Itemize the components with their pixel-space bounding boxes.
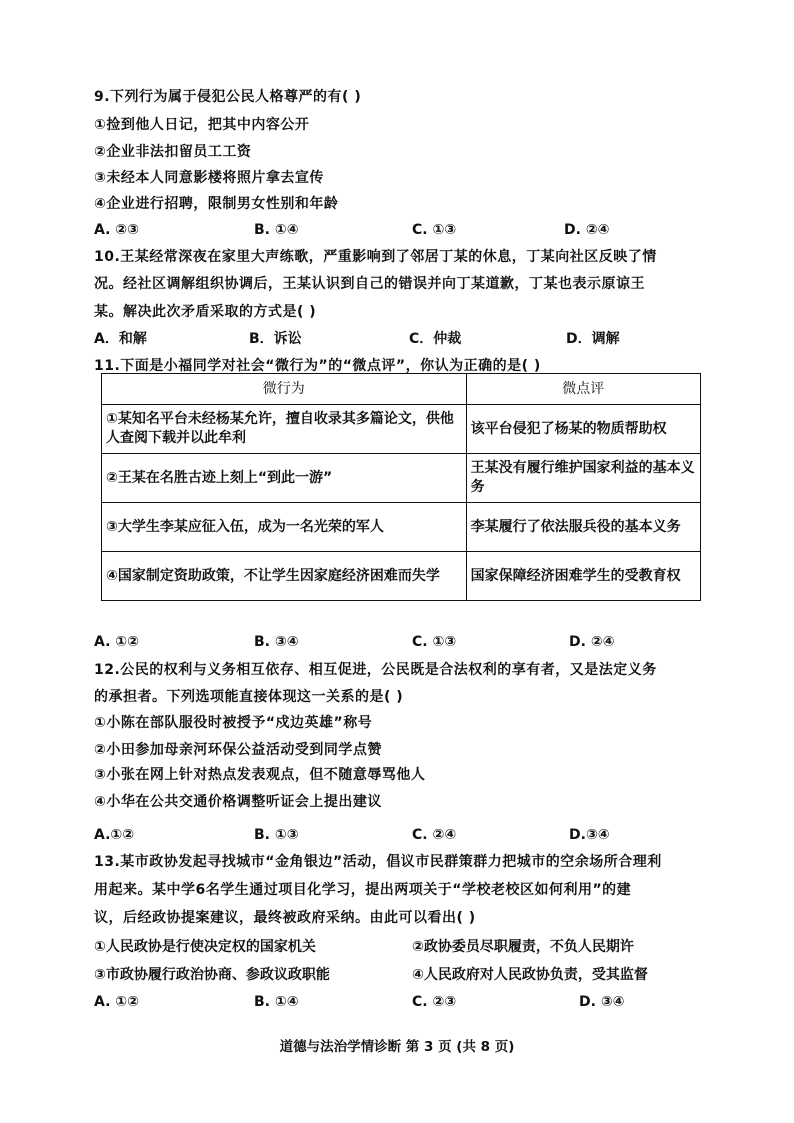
q11-stem: 11.下面是小福同学对社会“微行为”的“微点评”，你认为正确的是( ) bbox=[94, 358, 541, 374]
q11-table bbox=[101, 373, 701, 601]
table-cell: 国家保障经济困难学生的受教育权 bbox=[466, 552, 700, 601]
q13-option-a: A. ①② bbox=[94, 994, 139, 1010]
q13-item-1: ①人民政协是行使决定权的国家机关 bbox=[94, 939, 316, 955]
q12-option-d: D.③④ bbox=[569, 827, 610, 843]
q11-option-a: A. ①② bbox=[94, 634, 139, 650]
page-footer: 道德与法治学情诊断 第 3 页 (共 8 页) bbox=[279, 1039, 515, 1055]
q13-line-1: 13.某市政协发起寻找城市“金角银边”活动，倡议市民群策群力把城市的空余场所合理利 bbox=[94, 854, 662, 870]
q13-line-2: 用起来。某中学6名学生通过项目化学习，提出两项关于“学校老校区如何利用”的建 bbox=[94, 882, 632, 898]
table-row bbox=[102, 405, 701, 454]
q13-item-2: ②政协委员尽职履责，不负人民期许 bbox=[412, 939, 634, 955]
q10-line-1: 10.王某经常深夜在家里大声练歌，严重影响到了邻居丁某的休息，丁某向社区反映了情 bbox=[94, 249, 657, 265]
q10-option-a: A．和解 bbox=[94, 331, 147, 347]
q10-option-b: B．诉讼 bbox=[249, 331, 302, 347]
q12-line-2: 的承担者。下列选项能直接体现这一关系的是( ) bbox=[94, 689, 404, 705]
q10-line-3: 某。解决此次矛盾采取的方式是( ) bbox=[94, 304, 317, 320]
q9-option-d: D. ②④ bbox=[564, 222, 610, 238]
table-cell: 李某履行了依法服兵役的基本义务 bbox=[466, 503, 700, 552]
q11-option-b: B. ③④ bbox=[254, 634, 299, 650]
table-row bbox=[102, 454, 701, 503]
q13-item-3: ③市政协履行政治协商、参政议政职能 bbox=[94, 967, 330, 983]
q9-item-3: ③未经本人同意影楼将照片拿去宣传 bbox=[94, 170, 324, 186]
q12-item-3: ③小张在网上针对热点发表观点，但不随意辱骂他人 bbox=[94, 767, 426, 783]
q9-item-2: ②企业非法扣留员工工资 bbox=[94, 144, 252, 160]
q9-option-a: A. ②③ bbox=[94, 222, 139, 238]
q9-option-b: B. ①④ bbox=[254, 222, 299, 238]
table-header-cell: 微行为 bbox=[102, 374, 467, 405]
q13-option-d: D. ③④ bbox=[579, 994, 625, 1010]
q12-option-b: B. ①③ bbox=[254, 827, 299, 843]
q9-item-1: ①捡到他人日记，把其中内容公开 bbox=[94, 117, 310, 133]
q12-option-c: C. ②④ bbox=[412, 827, 457, 843]
table-header-cell: 微点评 bbox=[466, 374, 700, 405]
table-cell: ④国家制定资助政策，不让学生因家庭经济困难而失学 bbox=[102, 552, 467, 601]
table-cell: ①某知名平台未经杨某允许，擅自收录其多篇论文，供他人查阅下载并以此牟利 bbox=[102, 405, 467, 454]
q13-item-4: ④人民政府对人民政协负责，受其监督 bbox=[412, 967, 648, 983]
q9-item-4: ④企业进行招聘，限制男女性别和年龄 bbox=[94, 196, 339, 212]
q9-option-c: C. ①③ bbox=[412, 222, 457, 238]
q12-item-1: ①小陈在部队服役时被授予“戍边英雄”称号 bbox=[94, 715, 373, 731]
q13-line-3: 议，后经政协提案建议，最终被政府采纳。由此可以看出( ) bbox=[94, 910, 476, 926]
q12-option-a: A.①② bbox=[94, 827, 135, 843]
q13-option-b: B. ①④ bbox=[254, 994, 299, 1010]
table-cell: 该平台侵犯了杨某的物质帮助权 bbox=[466, 405, 700, 454]
table-cell: ③大学生李某应征入伍，成为一名光荣的军人 bbox=[102, 503, 467, 552]
q9-stem: 9.下列行为属于侵犯公民人格尊严的有( ) bbox=[94, 89, 362, 105]
table-header-row bbox=[102, 374, 701, 405]
q12-item-2: ②小田参加母亲河环保公益活动受到同学点赞 bbox=[94, 742, 382, 758]
q11-option-c: C. ①③ bbox=[412, 634, 457, 650]
q10-option-d: D．调解 bbox=[566, 331, 620, 347]
q10-option-c: C．仲裁 bbox=[409, 331, 462, 347]
q13-option-c: C. ②③ bbox=[412, 994, 457, 1010]
q12-line-1: 12.公民的权利与义务相互依存、相互促进，公民既是合法权利的享有者，又是法定义务 bbox=[94, 662, 657, 678]
table-cell: ②王某在名胜古迹上刻上“到此一游” bbox=[102, 454, 467, 503]
q12-item-4: ④小华在公共交通价格调整听证会上提出建议 bbox=[94, 794, 382, 810]
table-cell: 王某没有履行维护国家利益的基本义务 bbox=[466, 454, 700, 503]
table-row bbox=[102, 552, 701, 601]
q10-line-2: 况。经社区调解组织协调后，王某认识到自己的错误并向丁某道歉，丁某也表示原谅王 bbox=[94, 276, 645, 292]
table-row bbox=[102, 503, 701, 552]
q11-option-d: D. ②④ bbox=[569, 634, 615, 650]
